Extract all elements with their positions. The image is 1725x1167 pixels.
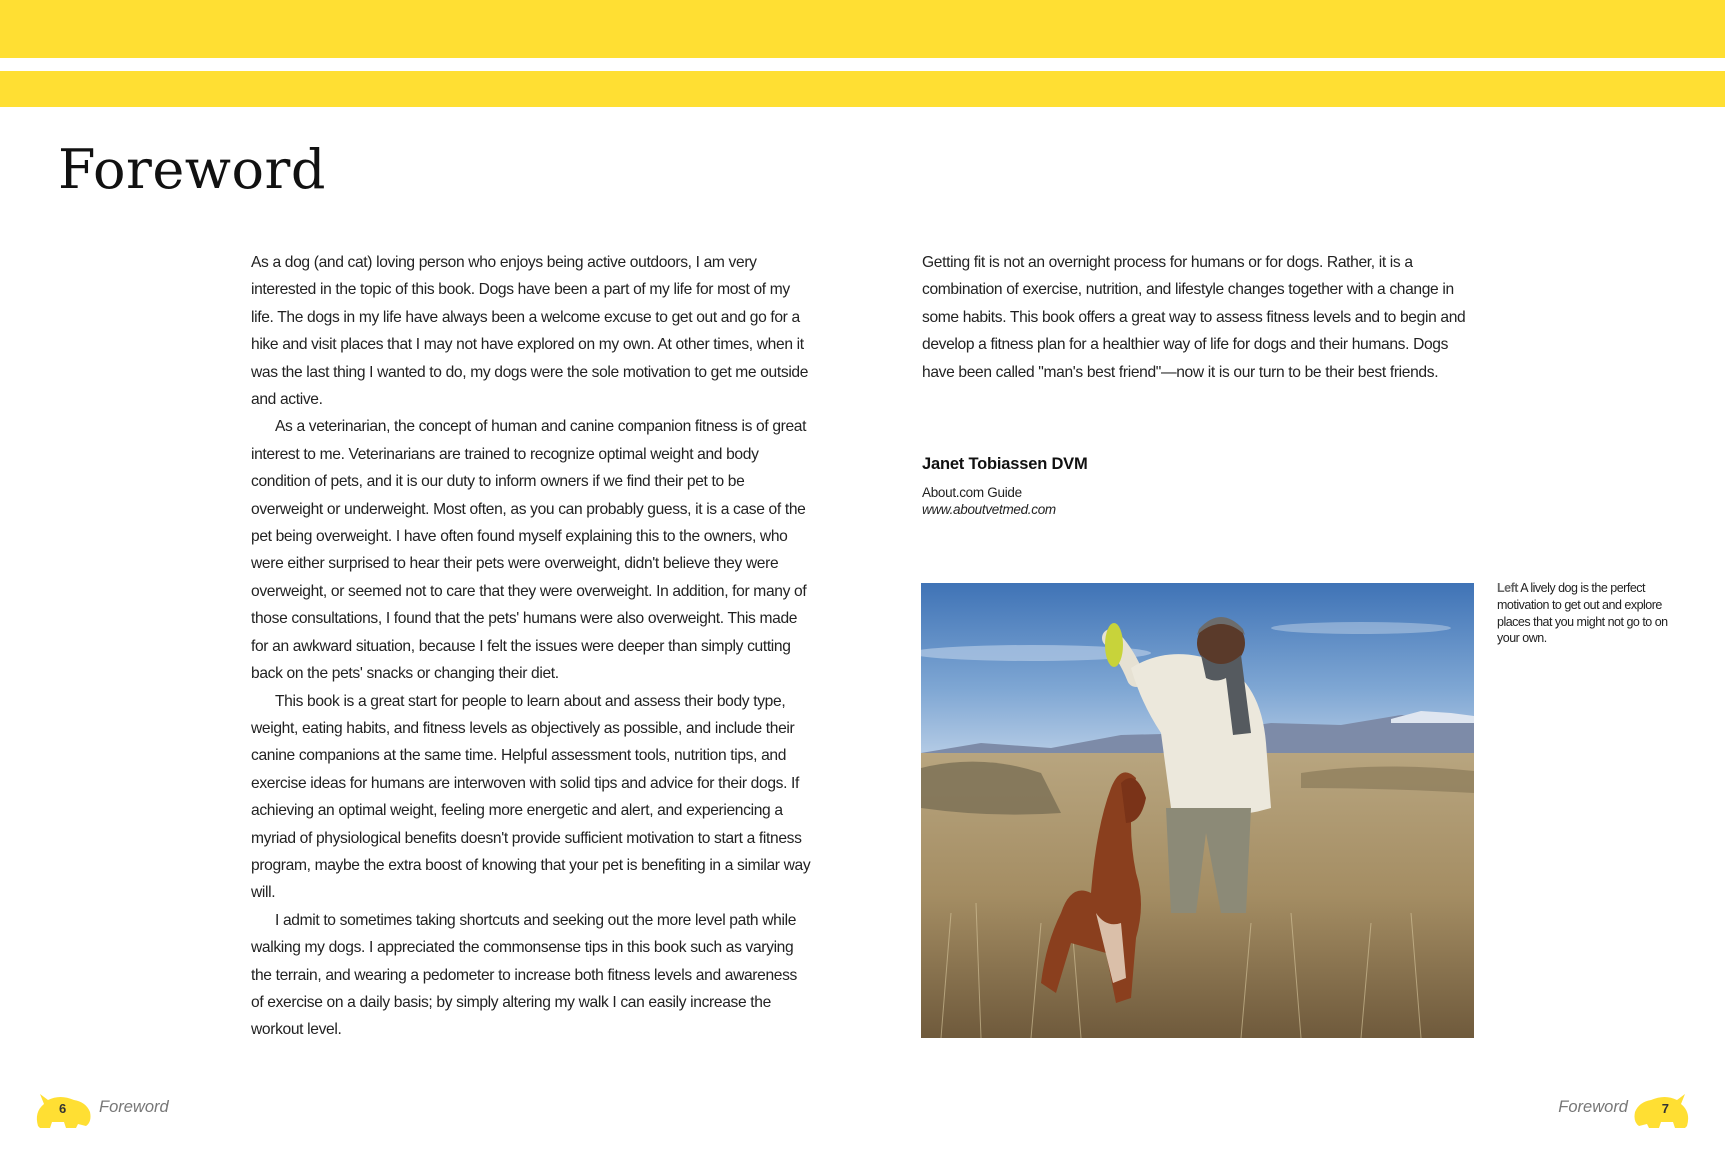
caption-lead: Left [1497,581,1518,595]
photo-caption [1497,580,1672,647]
signature-affiliation: About.com Guide [922,485,1022,500]
running-footer-right: Foreword [1558,1098,1628,1116]
right-text-column [922,249,1482,386]
signature-website: www.aboutvetmed.com [922,502,1056,517]
page-title: Foreword [58,138,326,201]
right-paragraph: Getting fit is not an overnight process for humans or for dogs. Rather, it is a combination of exercise, nutrition, and lifestyle changes together with a change in some habits. This book offers a great way to assess fitness levels and to begin and develop a fitness plan for a healthier way of life for dogs and their humans. Dogs have been called "man's best friend"—now it is our turn to be their best friends. [922,254,1466,381]
header-band-bottom [0,71,1725,107]
header-band-top [0,0,1725,58]
left-paragraph-4: I admit to sometimes taking shortcuts and seeking out the more level path while walking my dogs. I appreciated the commonsense tips in this book such as varying the terrain, and wearing a pedometer to increase both fitness levels and awareness of exercise on a daily basis; by simply altering my walk I can easily increase the workout level. [251,911,798,1039]
man-and-dog-photo [921,583,1474,1038]
left-paragraph-2: As a veterinarian, the concept of human and canine companion fitness is of great interest to me. Veterinarians are trained to recognize optimal weight and body condition of pets, and it is our duty to inform owners if we find their pet to be overweight or underweight. Most often, as you can probably guess, it is a case of the pet being overweight. I have often found myself explaining this to the owners, who were either surprised to hear their pets were overweight, didn't believe they were overweight, or seemed not to care that they were overweight. In addition, for many of those consultations, I found that the pets' humans were also overweight. This made for an awkward situation, because I felt the issues were deeper than simply cutting back on the pets' snacks or changing their diet. [251,418,807,683]
signature-name: Janet Tobiassen DVM [922,455,1088,473]
page-number-left: 6 [59,1101,67,1116]
page-number-right: 7 [1661,1101,1669,1116]
running-footer-left: Foreword [99,1098,169,1116]
left-paragraph-1: As a dog (and cat) loving person who enjoys being active outdoors, I am very interested in the topic of this book. Dogs have been a part of my life for most of my life. The dogs in my life have always been a welcome excuse to get out and go for a hike and visit places that I may not have explored on my own. At other times, when it was the last thing I wanted to do, my dogs were the sole motivation to get me outside and active. [251,254,809,409]
caption-text: A lively dog is the perfect motivation to get out and explore places that you might not go to on your own. [1497,581,1668,646]
left-paragraph-3: This book is a great start for people to learn about and assess their body type, weight, eating habits, and fitness levels as objectively as possible, and include their canine companions at the same time. Helpful assessment tools, nutrition tips, and exercise ideas for humans are interwoven with solid tips and advice for their dogs. If achieving an optimal weight, feeling more energetic and alert, and experiencing a myriad of physiological benefits doesn't provide sufficient motivation to start a fitness program, maybe the extra boost of knowing that your pet is benefiting in a similar way will. [251,692,811,902]
left-text-column [251,249,811,1044]
